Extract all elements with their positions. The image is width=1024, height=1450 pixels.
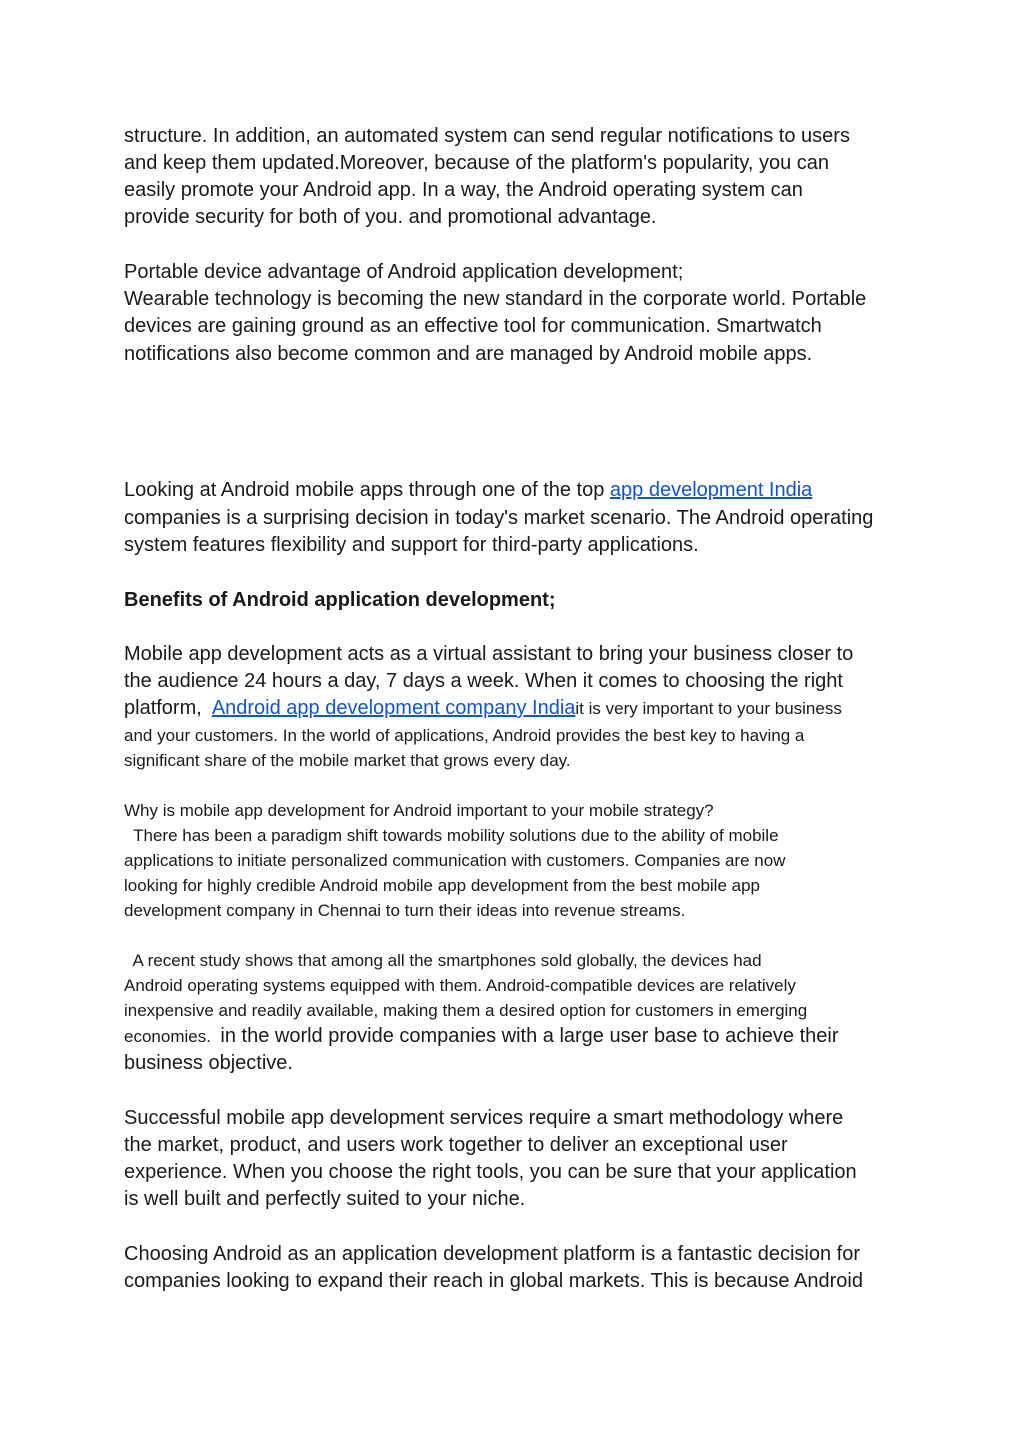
text-line: structure. In addition, an automated system can send regular notifications to users — [124, 125, 850, 147]
text-line: Android operating systems equipped with them. Android-compatible devices are relatively — [124, 976, 796, 995]
text-line: A recent study shows that among all the smartphones sold globally, the devices had — [124, 951, 762, 970]
text-span: it is very important to your business — [575, 699, 842, 718]
text-line: easily promote your Android app. In a way, the Android operating system can — [124, 179, 803, 201]
text-span: platform, — [124, 697, 212, 719]
text-line: Choosing Android as an application development platform is a fantastic decision for — [124, 1243, 860, 1265]
text-line: companies looking to expand their reach in global markets. This is because Android — [124, 1270, 863, 1292]
text-span: in the world provide companies with a large user base to achieve their — [220, 1025, 839, 1047]
text-line: business objective. — [124, 1052, 293, 1074]
text-span: Looking at Android mobile apps through one of the top — [124, 479, 610, 501]
text-line: Why is mobile app development for Android important to your mobile strategy? — [124, 801, 714, 820]
text-line: development company in Chennai to turn their ideas into revenue streams. — [124, 901, 686, 920]
text-line — [124, 1023, 839, 1050]
app-development-india-link[interactable]: app development India — [609, 479, 813, 501]
text-line: devices are gaining ground as an effective tool for communication. Smartwatch — [124, 315, 822, 337]
text-line: system features flexibility and support for third-party applications. — [124, 534, 699, 556]
text-line: and your customers. In the world of applications, Android provides the best key to having a — [124, 726, 805, 745]
text-line: inexpensive and readily available, making them a desired option for customers in emerging — [124, 1001, 808, 1020]
text-line: experience. When you choose the right tools, you can be sure that your application — [124, 1161, 857, 1183]
text-line: notifications also become common and are managed by Android mobile apps. — [124, 343, 813, 365]
text-line: provide security for both of you. and promotional advantage. — [124, 206, 657, 228]
text-line: and keep them updated.Moreover, because of the platform's popularity, you can — [124, 152, 829, 174]
text-line: Successful mobile app development services require a smart methodology where — [124, 1107, 844, 1129]
text-line: Portable device advantage of Android application development; — [124, 261, 684, 283]
text-span: economies. — [124, 1027, 221, 1046]
text-line: companies is a surprising decision in today's market scenario. The Android operating — [124, 507, 874, 529]
text-line — [124, 695, 842, 722]
text-line: the market, product, and users work together to deliver an exceptional user — [124, 1134, 788, 1156]
text-line: the audience 24 hours a day, 7 days a week. When it comes to choosing the right — [124, 670, 843, 692]
text-line: looking for highly credible Android mobile app development from the best mobile app — [124, 876, 760, 895]
android-app-development-company-india-link[interactable]: Android app development company India — [211, 697, 576, 719]
text-line: Mobile app development acts as a virtual assistant to bring your business closer to — [124, 643, 854, 665]
text-line: significant share of the mobile market that grows every day. — [124, 751, 571, 770]
text-line — [124, 477, 812, 504]
text-line: Wearable technology is becoming the new standard in the corporate world. Portable — [124, 288, 867, 310]
text-line: is well built and perfectly suited to your niche. — [124, 1188, 526, 1210]
text-line: applications to initiate personalized communication with customers. Companies are now — [124, 851, 786, 870]
text-line: There has been a paradigm shift towards mobility solutions due to the ability of mobile — [124, 826, 779, 845]
section-heading: Benefits of Android application development; — [124, 589, 556, 611]
